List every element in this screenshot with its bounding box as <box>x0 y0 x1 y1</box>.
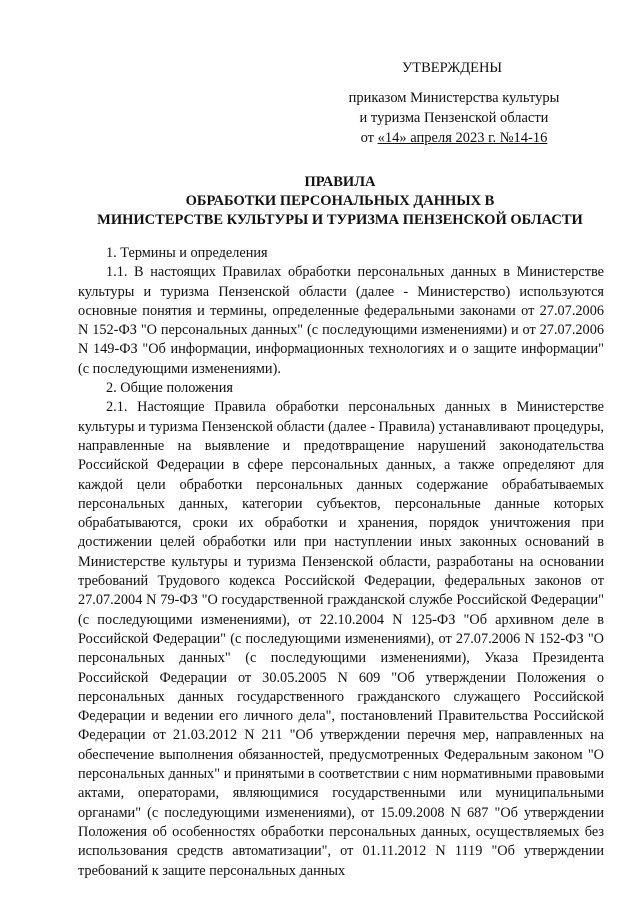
section-2-heading: 2. Общие положения <box>106 380 233 397</box>
paragraph-1-1: 1.1. В настоящих Правилах обработки персональных данных в Министерстве культуры и туризма Пензенской области (далее - Министерство) используются основные понятия и термины, определенные федеральными законами от 27.07.2006 N 152-ФЗ "О персональных данных" (с последующими изменениями) и от 27.07.2006 N 149-ФЗ "Об информации, информационных технологиях и о защите информации" (с последующими изменениями). <box>78 264 604 377</box>
approval-date-prefix: от <box>360 130 378 146</box>
title-line-3: МИНИСТЕРСТВЕ КУЛЬТУРЫ И ТУРИЗМА ПЕНЗЕНСКОЙ ОБЛАСТИ <box>97 212 583 228</box>
title-line-2: ОБРАБОТКИ ПЕРСОНАЛЬНЫХ ДАННЫХ В <box>185 193 495 209</box>
paragraph-2-1: 2.1. Настоящие Правила обработки персональных данных в Министерстве культуры и туризма Пензенской области (далее - Правила) устанавливают процедуры, направленные на выявление и предотвращение нарушений законодательства Российской Федерации в сфере персональных данных, а также определяют для каждой цели обработки персональных данных содержание обрабатываемых персональных данных, категории субъектов, персональные данные которых обрабатываются, сроки их обработки и хранения, порядок уничтожения при достижении целей обработки или при наступлении иных законных оснований в Министерстве культуры и туризма Пензенской области, разработаны на основании требований Трудового кодекса Российской Федерации, федеральных законов от 27.07.2004 N 79-ФЗ "О государственной гражданской службе Российской Федерации" (с последующими изменениями), от 22.10.2004 N 125-ФЗ "Об архивном деле в Российской Федерации" (с последующими изменениями), от 27.07.2006 N 152-ФЗ "О персональных данных" (с последующими изменениями), Указа Президента Российской Федерации от 30.05.2005 N 609 "Об утверждении Положения о персональных данных государственного гражданского служащего Российской Федерации и ведении его личного дела", постановлений Правительства Российской Федерации от 21.03.2012 N 211 "Об утверждении перечня мер, направленных на обеспечение выполнения обязанностей, предусмотренных Федеральным законом "О персональных данных" и принятыми в соответствии с ним нормативными правовыми актами, операторами, являющимися государственными или муниципальными органами" (с последующими изменениями), от 15.09.2008 N 687 "Об утверждении Положения об особенностях обработки персональных данных, осуществляемых без использования средств автоматизации", от 01.11.2012 N 1119 "Об утверждении требований к защите персональных данных <box>78 399 604 879</box>
document-title <box>60 173 620 230</box>
approval-stamp <box>338 58 570 148</box>
section-1-heading: 1. Термины и определения <box>106 245 268 261</box>
approval-date-value: «14» апреля 2023 г. №14-16 <box>377 130 548 146</box>
approval-date-line <box>338 128 570 148</box>
approval-line-1: приказом Министерства культуры <box>348 90 560 106</box>
title-line-1: ПРАВИЛА <box>304 174 376 190</box>
approval-heading: УТВЕРЖДЕНЫ <box>402 60 503 76</box>
document-body <box>78 244 604 881</box>
approval-line-2: и туризма Пензенской области <box>359 110 549 126</box>
